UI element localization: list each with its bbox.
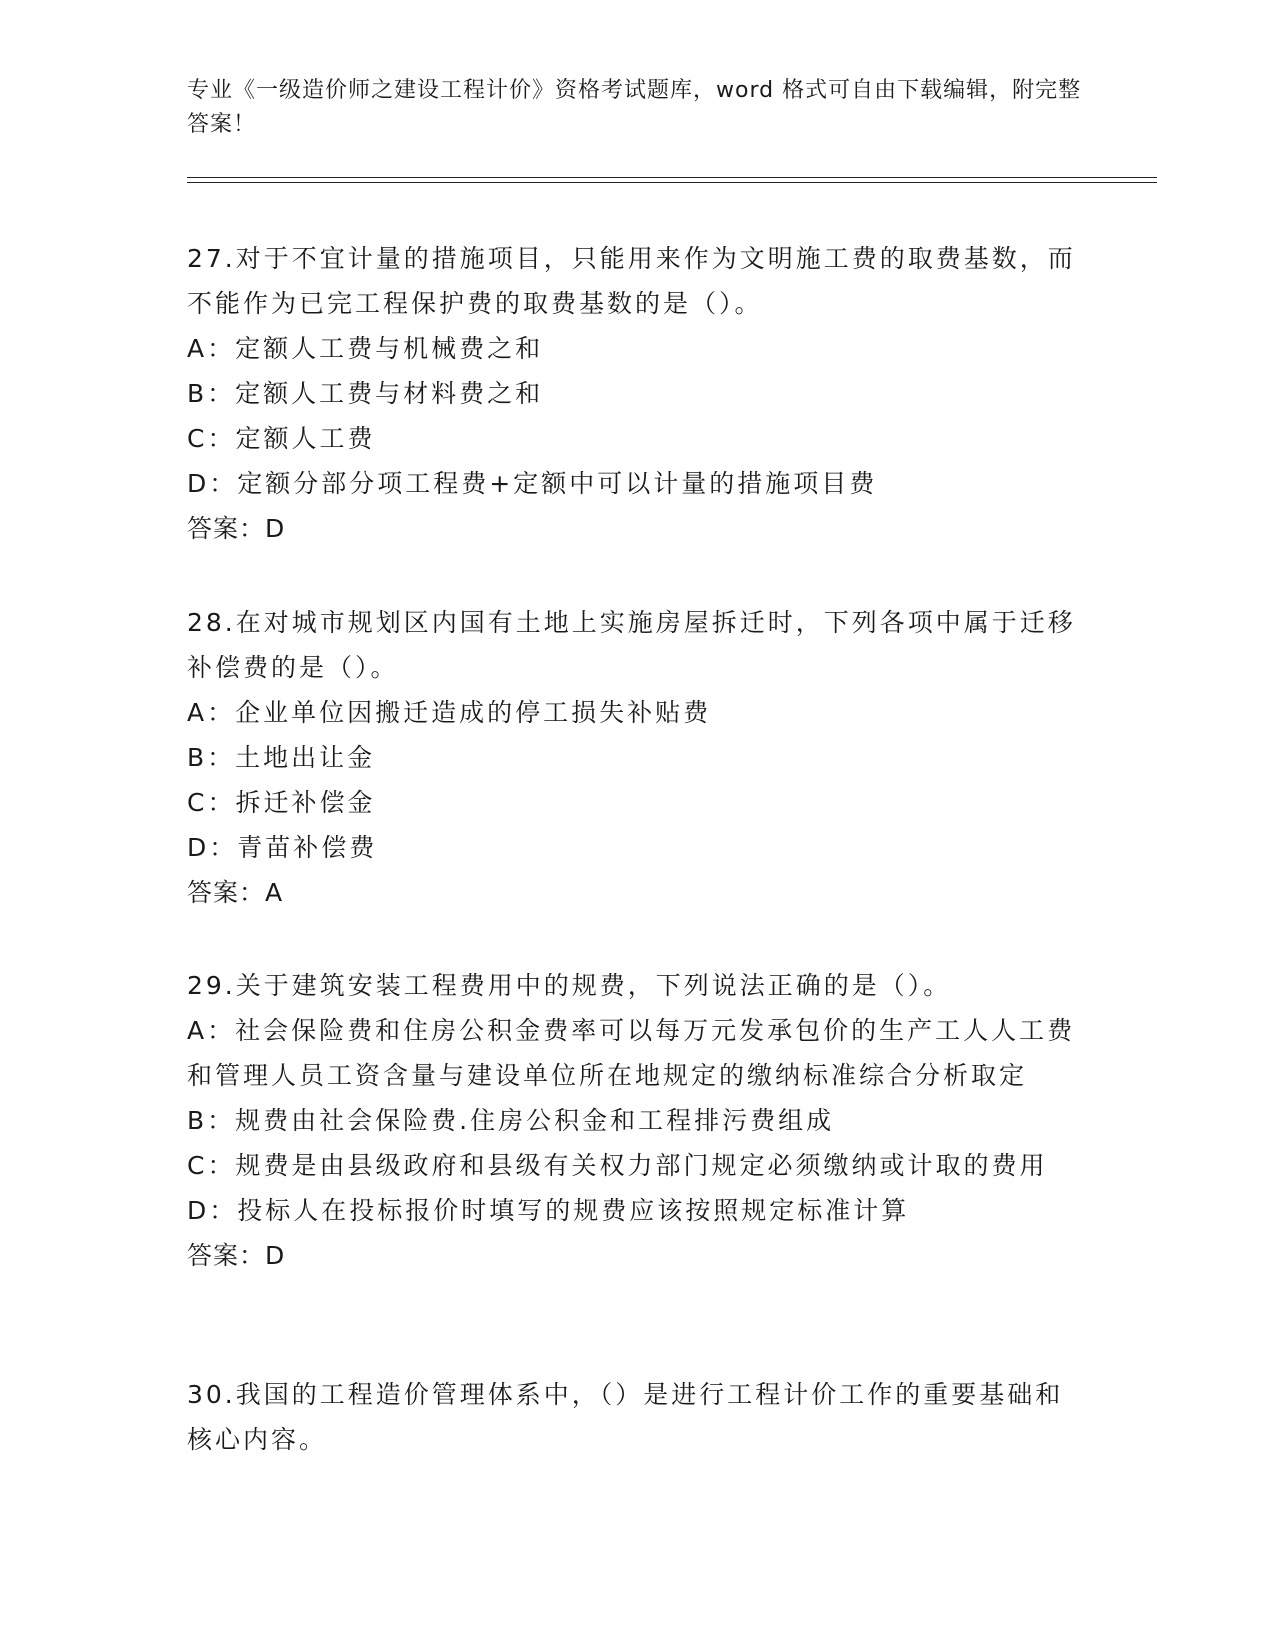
option-d: D：青苗补偿费: [187, 833, 378, 862]
header-divider-top: [187, 177, 1157, 178]
answer-line: 答案：D: [187, 1241, 286, 1270]
question-27: [187, 236, 1087, 551]
question-28: [187, 600, 1087, 915]
answer-line: 答案：A: [187, 878, 284, 907]
header-divider-bottom: [187, 182, 1157, 183]
question-stem: 27.对于不宜计量的措施项目，只能用来作为文明施工费的取费基数，而不能作为已完工程保护费的取费基数的是（）。: [187, 244, 1076, 318]
document-intro: 专业《一级造价师之建设工程计价》资格考试题库，word 格式可自由下载编辑，附完整答案！: [187, 78, 1082, 137]
question-stem: 30.我国的工程造价管理体系中，（）是进行工程计价工作的重要基础和核心内容。: [187, 1380, 1064, 1454]
option-c: C：规费是由县级政府和县级有关权力部门规定必须缴纳或计取的费用: [187, 1151, 1048, 1180]
option-c: C：定额人工费: [187, 424, 376, 453]
option-b: B：土地出让金: [187, 743, 376, 772]
question-30: [187, 1372, 1087, 1462]
option-b: B：定额人工费与材料费之和: [187, 379, 544, 408]
option-a: A：定额人工费与机械费之和: [187, 334, 544, 363]
answer-line: 答案：D: [187, 514, 286, 543]
question-stem: 29.关于建筑安装工程费用中的规费，下列说法正确的是（）。: [187, 971, 952, 1000]
option-d: D：投标人在投标报价时填写的规费应该按照规定标准计算: [187, 1196, 910, 1225]
option-a: A：社会保险费和住房公积金费率可以每万元发承包价的生产工人人工费和管理人员工资含量与建设单位所在地规定的缴纳标准综合分析取定: [187, 1016, 1076, 1090]
option-a: A：企业单位因搬迁造成的停工损失补贴费: [187, 698, 712, 727]
option-d: D：定额分部分项工程费+定额中可以计量的措施项目费: [187, 469, 878, 498]
question-29: [187, 963, 1087, 1278]
option-c: C：拆迁补偿金: [187, 788, 376, 817]
option-b: B：规费由社会保险费.住房公积金和工程排污费组成: [187, 1106, 835, 1135]
question-stem: 28.在对城市规划区内国有土地上实施房屋拆迁时，下列各项中属于迁移补偿费的是（）。: [187, 608, 1076, 682]
